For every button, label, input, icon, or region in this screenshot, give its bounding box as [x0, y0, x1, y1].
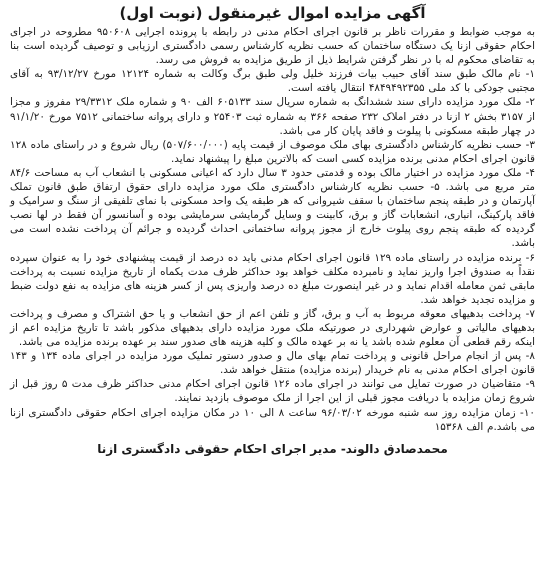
notice-intro: به موجب ضوابط و مقررات ناظر بر قانون اجرای احکام مدنی در رابطه با پرونده اجرایی ۹۵۰۶۰۸ مطروحه در اجرای احکام حقوقی ازنا یک دستگاه ساختمان که حسب نظریه کارشناس رسمی دادگستری ارزیابی و توصیف گردیده است بنا به تقاضای محکوم له با در نظر گرفتن شرایط ذیل از طریق مزایده به فروش می رسد. [10, 26, 535, 67]
notice-item-10: ۱۰- زمان مزایده روز سه شنبه مورخه ۹۶/۰۳/۰۲ ساعت ۸ الی ۱۰ در مکان مزایده اجرای احکام حقوقی دادگستری ازنا می باشد.م الف ۱۵۳۶۸ [10, 406, 535, 433]
notice-item-1: ۱- نام مالک طبق سند آقای حبیب بیات فرزند خلیل ولی طبق برگ وکالت به شماره ۱۲۱۲۴ مورخ ۹۳/۱۲/۲۷ به آقای مجتبی جودکی با کد ملی ۴۸۴۹۴۹۲۳۵۵ انتقال یافته است. [10, 68, 535, 95]
notice-title: آگهی مزایده اموال غیرمنقول (نوبت اول) [119, 4, 426, 22]
notice-item-7: ۷- پرداخت بدهیهای معوقه مربوط به آب و برق، گاز و تلفن اعم از حق انشعاب و یا حق اشتراک و مصرف و پرداخت بدهیهای مالیاتی و عوارض شهرداری در صورتیکه ملک مورد مزایده دارای بدهیهای مذکور باشد تا تاریخ مزایده اعم از اینکه رقم قطعی آن معلوم شده باشد یا نه بر عهده مالک و کلیه هزینه های صدور سند بر عهده برنده مزایده می باشد. [10, 307, 535, 349]
notice-item-8: ۸- پس از انجام مراحل قانونی و پرداخت تمام بهای مال و صدور دستور تملیک مورد مزایده در اجرای ماده ۱۳۴ و ۱۴۳ قانون اجرای احکام مدنی به نام خریدار (برنده مزایده) منتقل خواهد شد. [10, 350, 535, 377]
notice-item-3: ۳- حسب نظریه کارشناس دادگستری بهای ملک موصوف از قیمت پایه (۵۰۷/۶۰۰/۰۰۰) ریال شروع و در راستای ماده ۱۲۸ قانون اجرای احکام مدنی برنده مزایده کسی است که بالاترین مبلغ را پیشنهاد نماید. [10, 138, 535, 165]
notice-signature: محمدصادق دالوند- مدیر اجرای احکام حقوقی دادگستری ازنا [97, 441, 448, 456]
notice-item-6: ۶- برنده مزایده در راستای ماده ۱۲۹ قانون اجرای احکام مدنی باید ده درصد از قیمت پیشنهادی خود را به عنوان سپرده نقداً به صندوق اجرا واریز نماید و نامبرده مکلف خواهد بود حداکثر ظرف مدت یکماه از تاریخ مزایده نسبت به پرداخت مابقی ثمن معامله اقدام نماید و در غیر اینصورت مبلغ ده درصد واریزی پس از کسر هزینه های مزایده به نفع دولت ضبط و مزایده تجدید خواهد شد. [10, 251, 536, 306]
notice-item-2: ۲- ملک مورد مزایده دارای سند ششدانگ به شماره سریال سند ۶۰۵۱۳۳ الف ۹۰ و شماره ملک ۲۹/۳۳۱۲ مفروز و مجزا از ۳۱۵۷ بخش ۲ ازنا در دفتر املاک ۲۳۲ صفحه ۳۶۶ به شماره ثبت ۲۵۴۰۳ و دارای پروانه ساختمانی ۷۵۱۲ مورخ ۹۱/۱/۲۰ در چهار طبقه مسکونی با پیلوت و فاقد پایان کار می باشد. [10, 96, 536, 137]
notice-item-4-5: ۴- ملک مورد مزایده در اختیار مالک بوده و قدمتی حدود ۳ سال دارد که اعیانی مسکونی با انشعاب آب به مساحت ۸۴/۶ متر مربع می باشد. ۵- حسب نظریه کارشناس دادگستری ملک مورد مزایده دارای حقوق ارتفاق طبق قانون تملک آپارتمان و در طبقه پنجم ساختمان با سقف شیروانی که هر طبقه یک واحد مسکونی با نمای تلفیقی از سنگ و سرامیک و فاقد پارکینگ، انباری، انشعابات گاز و برق، کابینت و وسایل گرمایشی سرمایشی بوده و آسانسور آن فقط در لها نصب گردیده که طبقه پنجم روی پیلوت خارج از مجوز پروانه ساختمانی احداث گردیده و جرائم آن پرداخت نشده است می باشد. [10, 166, 535, 250]
notice-item-9: ۹- متقاضیان در صورت تمایل می توانند در اجرای ماده ۱۲۶ قانون اجرای احکام مدنی حداکثر ظرف مدت ۵ روز قبل از شروع زمان مزایده با دریافت مجوز قبلی از این اجرا از ملک موصوف بازدید نمایند. [10, 378, 536, 405]
